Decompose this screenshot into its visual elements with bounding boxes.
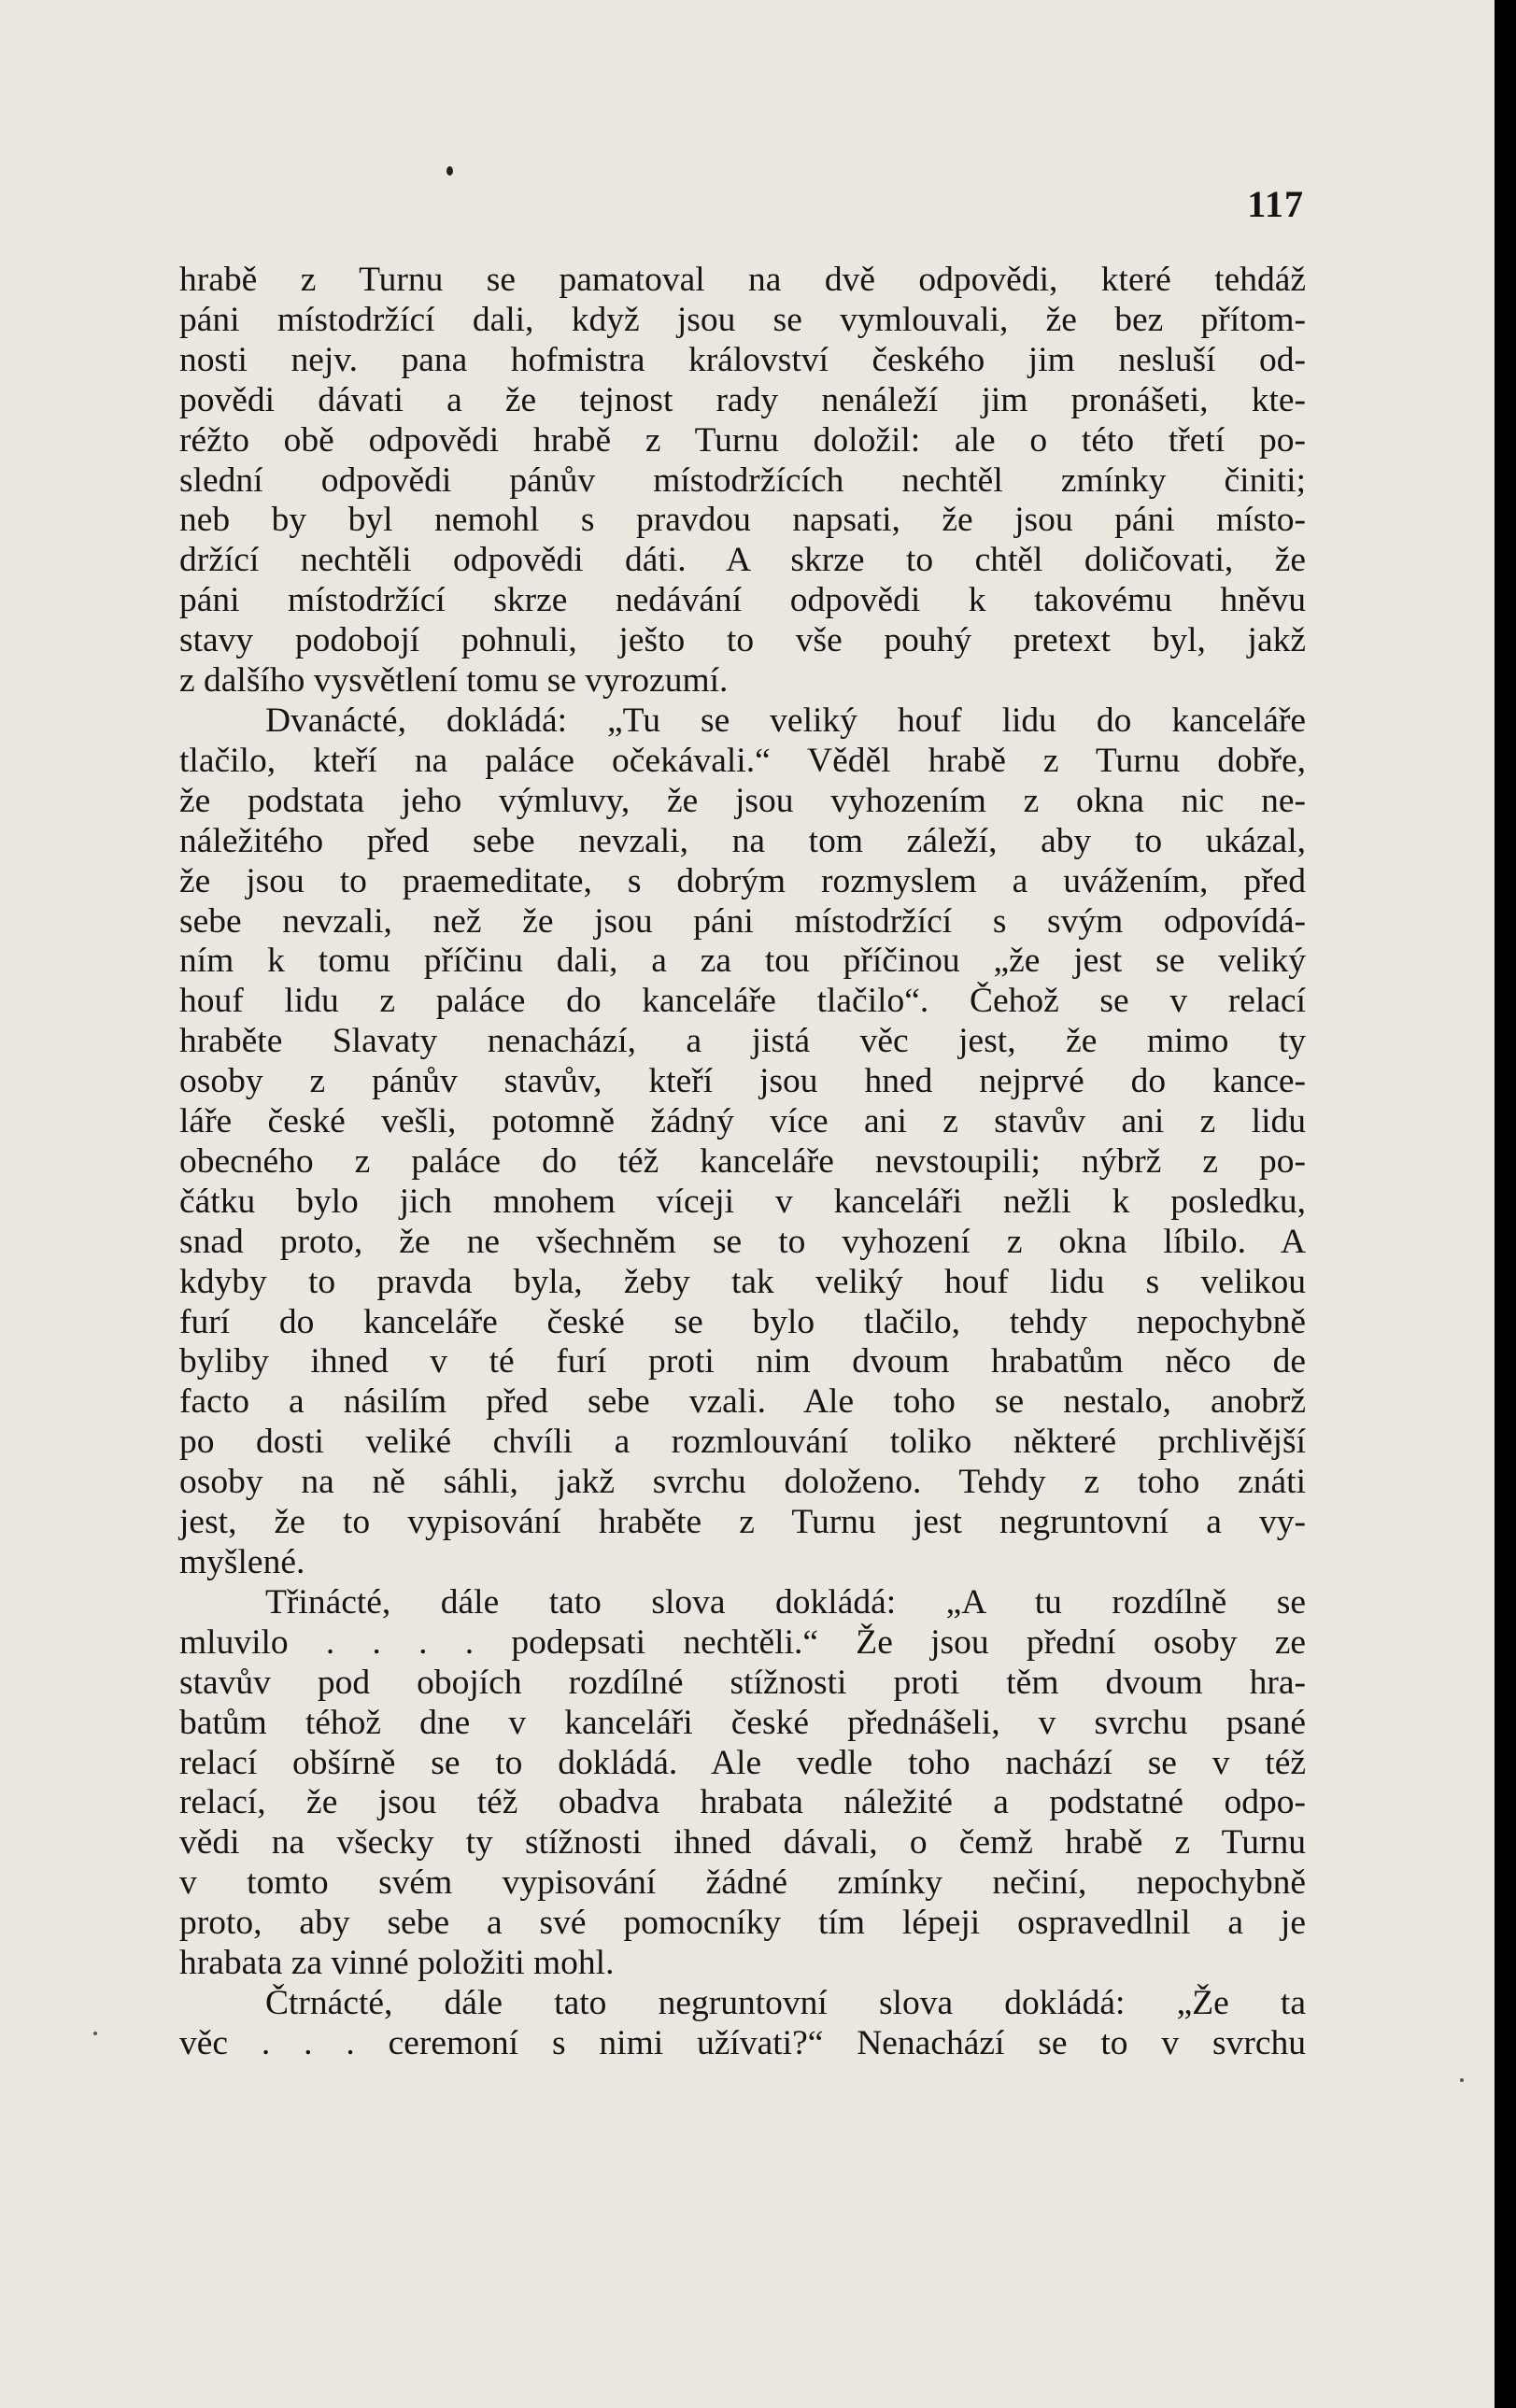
text-line: mluvilo . . . . podepsati nechtěli.“ Že jsou přední osoby ze <box>179 1622 1306 1662</box>
paragraph-start-line: Čtrnácté, dále tato negruntovní slova dokládá: „Že ta <box>265 1983 1306 2022</box>
text-line: věc . . . ceremoní s nimi užívati?“ Nenachází se to v svrchu <box>179 2023 1306 2062</box>
text-line: nosti nejv. pana hofmistra království českého jim nesluší od- <box>179 340 1306 379</box>
paragraph-start-line: Třinácté, dále tato slova dokládá: „A tu rozdílně se <box>265 1582 1306 1622</box>
text-line: réžto obě odpovědi hrabě z Turnu doložil: ale o této třetí po- <box>179 420 1306 460</box>
text-line: slední odpovědi pánův místodržících nechtěl zmínky činiti; <box>179 460 1306 500</box>
text-line: myšlené. <box>179 1543 305 1581</box>
text-line: tlačilo, kteří na paláce očekávali.“ Věděl hrabě z Turnu dobře, <box>179 741 1306 780</box>
ink-dot <box>446 166 453 176</box>
text-line: že podstata jeho výmluvy, že jsou vyhozením z okna nic ne- <box>179 781 1306 820</box>
text-line: čátku bylo jich mnohem víceji v kanceláři nežli k posledku, <box>179 1182 1306 1221</box>
text-line: obecného z paláce do též kanceláře nevstoupili; nýbrž z po- <box>179 1141 1306 1181</box>
text-line: snad proto, že ne všechněm se to vyhození z okna líbilo. A <box>179 1222 1306 1261</box>
text-line: páni místodržící skrze nedávání odpovědi k takovému hněvu <box>179 581 1306 620</box>
text-line: vědi na všecky ty stížnosti ihned dávali, o čemž hrabě z Turnu <box>179 1823 1306 1863</box>
scan-border <box>1495 0 1516 2408</box>
text-line: stavy podobojí pohnuli, ješto to vše pouhý pretext byl, jakž <box>179 621 1306 660</box>
text-line: houf lidu z paláce do kanceláře tlačilo“. Čehož se v relací <box>179 982 1306 1021</box>
text-line: hrabě z Turnu se pamatoval na dvě odpovědi, které tehdáž <box>179 261 1306 299</box>
text-line: relací, že jsou též obadva hrabata náležité a podstatné odpo- <box>179 1783 1306 1822</box>
text-line: osoby na ně sáhli, jakž svrchu doloženo. Tehdy z toho znáti <box>179 1463 1306 1502</box>
text-line: jest, že to vypisování hraběte z Turnu jest negruntovní a vy- <box>179 1503 1306 1542</box>
text-line: náležitého před sebe nevzali, na tom záleží, aby to ukázal, <box>179 821 1306 860</box>
text-line: neb by byl nemohl s pravdou napsati, že jsou páni místo- <box>179 501 1306 540</box>
page-speck <box>1460 2078 1464 2082</box>
text-line: páni místodržící dali, když jsou se vymlouvali, že bez přítom- <box>179 300 1306 339</box>
text-line: sebe nevzali, než že jsou páni místodržící s svým odpovídá- <box>179 901 1306 941</box>
text-line: v tomto svém vypisování žádné zmínky nečiní, nepochybně <box>179 1863 1306 1903</box>
text-line: kdyby to pravda byla, žeby tak veliký houf lidu s velikou <box>179 1262 1306 1301</box>
text-line: ním k tomu příčinu dali, a za tou příčinou „že jest se veliký <box>179 942 1306 981</box>
page-speck <box>93 2032 97 2035</box>
text-line: proto, aby sebe a své pomocníky tím lépeji ospravedlnil a je <box>179 1904 1306 1943</box>
text-line: hraběte Slavaty nenachází, a jistá věc jest, že mimo ty <box>179 1022 1306 1061</box>
text-line: relací obšírně se to dokládá. Ale vedle toho nachází se v též <box>179 1743 1306 1782</box>
text-line: byliby ihned v té furí proti nim dvoum hrabatům něco de <box>179 1342 1306 1381</box>
body-text <box>179 261 1306 2064</box>
text-line: že jsou to praemeditate, s dobrým rozmyslem a uvážením, před <box>179 861 1306 900</box>
text-line: držící nechtěli odpovědi dáti. A skrze to chtěl doličovati, že <box>179 541 1306 580</box>
text-line: furí do kanceláře české se bylo tlačilo, tehdy nepochybně <box>179 1302 1306 1341</box>
text-line: facto a násilím před sebe vzali. Ale toho se nestalo, anobrž <box>179 1382 1306 1422</box>
text-line: hrabata za vinné položiti mohl. <box>179 1944 615 1983</box>
text-line: po dosti veliké chvíli a rozmlouvání toliko některé prchlivější <box>179 1423 1306 1462</box>
paragraph-start-line: Dvanácté, dokládá: „Tu se veliký houf lidu do kanceláře <box>265 701 1306 740</box>
text-line: z dalšího vysvětlení tomu se vyrozumí. <box>179 661 729 701</box>
text-line: láře české vešli, potomně žádný více ani z stavův ani z lidu <box>179 1102 1306 1141</box>
text-line: stavův pod obojích rozdílné stížnosti proti těm dvoum hra- <box>179 1663 1306 1702</box>
text-line: osoby z pánův stavův, kteří jsou hned nejprvé do kance- <box>179 1062 1306 1101</box>
text-line: povědi dávati a že tejnost rady nenáleží jim pronášeti, kte- <box>179 380 1306 419</box>
page-number: 117 <box>1247 183 1304 225</box>
text-line: batům téhož dne v kanceláři české přednášeli, v svrchu psané <box>179 1703 1306 1742</box>
